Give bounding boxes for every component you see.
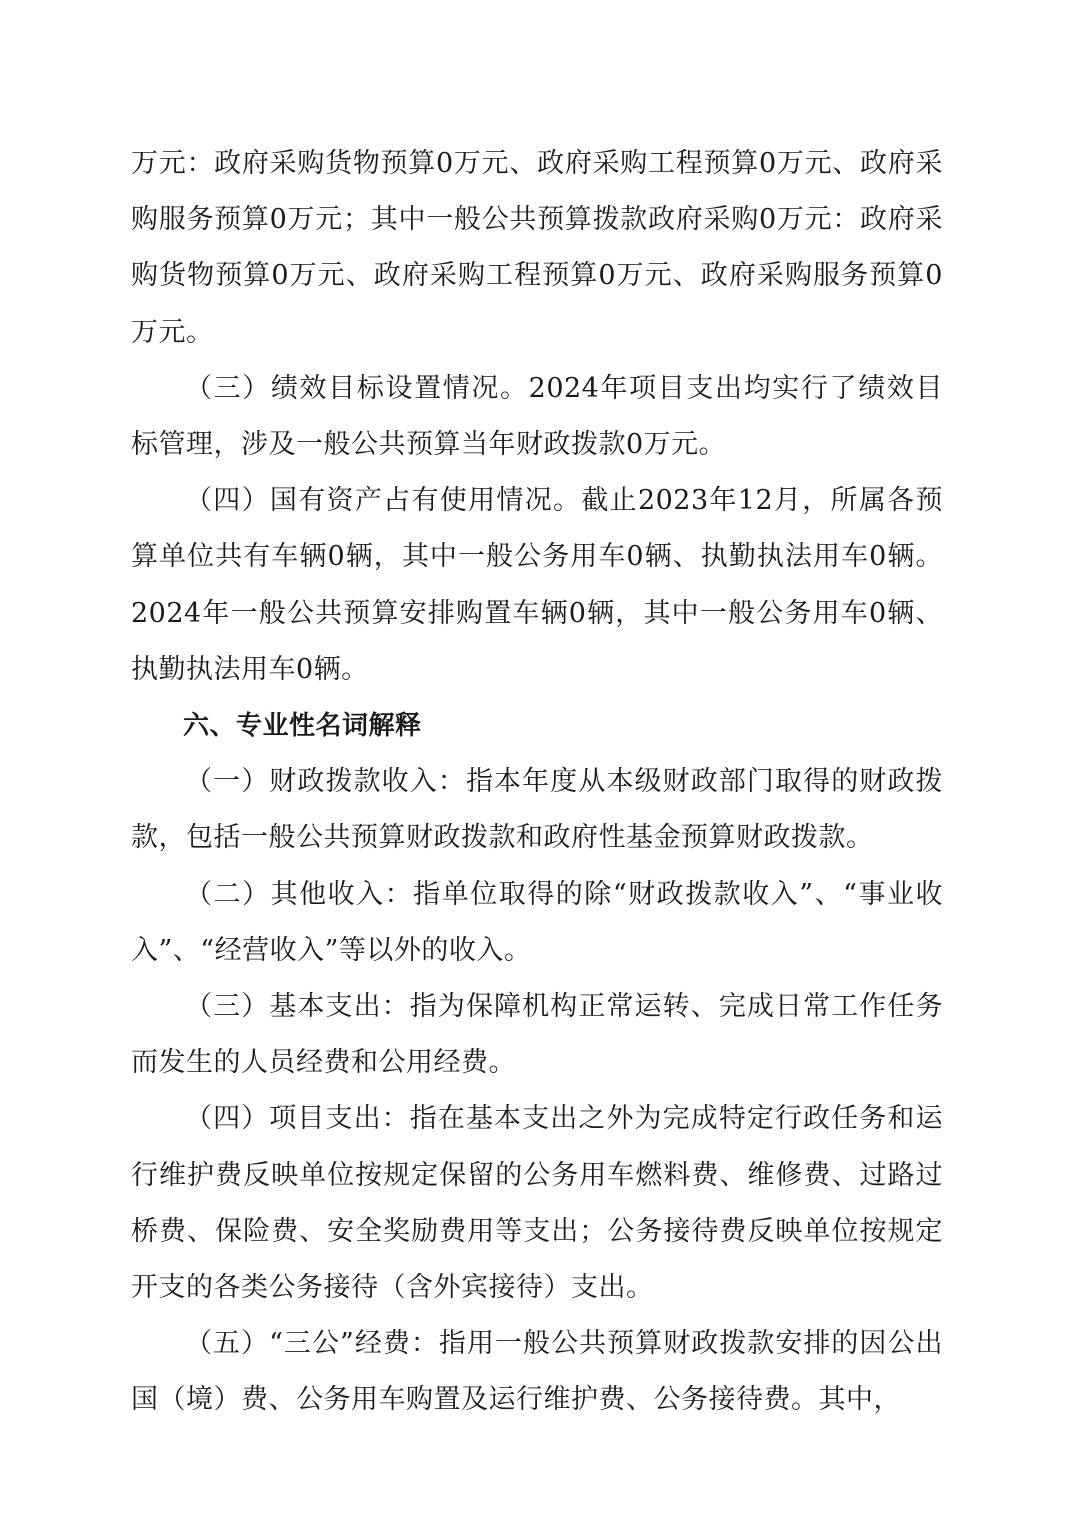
document-body [131,136,943,1429]
paragraph-performance-targets: （三）绩效目标设置情况。2024年项目支出均实行了绩效目标管理，涉及一般公共预算当年财政拨款0万元。 [131,372,943,461]
paragraph-other-income: （二）其他收入：指单位取得的除“财政拨款收入”、“事业收入”、“经营收入”等以外的收入。 [131,878,943,966]
paragraph-state-assets: （四）国有资产占有使用情况。截止2023年12月，所属各预算单位共有车辆0辆，其中一般公务用车0辆、执勤执法用车0辆。2024年一般公共预算安排购置车辆0辆，其中一般公务用车0辆、执勤执法用车0辆。 [131,485,943,685]
paragraph-basic-expenditure: （三）基本支出：指为保障机构正常运转、完成日常工作任务而发生的人员经费和公用经费。 [131,991,943,1079]
paragraph-procurement-continued: 万元：政府采购货物预算0万元、政府采购工程预算0万元、政府采购服务预算0万元；其中一般公共预算拨款政府采购0万元：政府采购货物预算0万元、政府采购工程预算0万元、政府采购服务预算0万元。 [131,148,943,348]
paragraph-three-public-funds: （五）“三公”经费：指用一般公共预算财政拨款安排的因公出国（境）费、公务用车购置及运行维护费、公务接待费。其中， [131,1328,943,1416]
section-heading-terminology: 六、专业性名词解释 [183,711,422,742]
paragraph-project-expenditure: （四）项目支出：指在基本支出之外为完成特定行政任务和运行维护费反映单位按规定保留的公务用车燃料费、维修费、过路过桥费、保险费、安全奖励费用等支出；公务接待费反映单位按规定开支的各类公务接待（含外宾接待）支出。 [131,1103,943,1304]
paragraph-fiscal-appropriation-income: （一）财政拨款收入：指本年度从本级财政部门取得的财政拨款，包括一般公共预算财政拨款和政府性基金预算财政拨款。 [131,766,943,854]
